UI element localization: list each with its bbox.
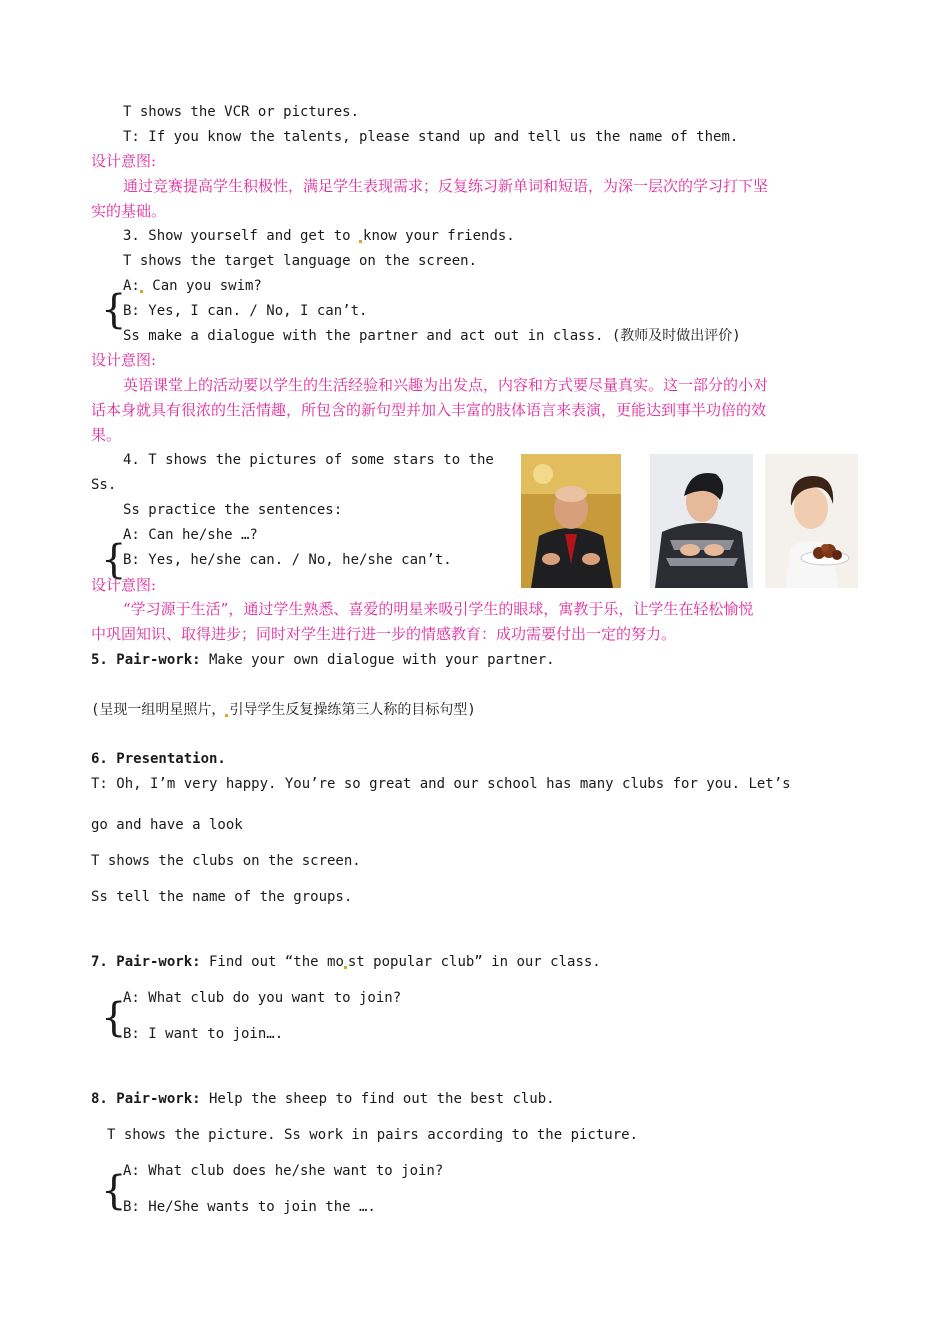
marker-dot	[225, 714, 228, 717]
dialogue-line: B: I want to join….	[123, 1026, 284, 1042]
text-line: Ss practice the sentences:	[123, 502, 343, 518]
text-line: Ss tell the name of the groups.	[91, 889, 353, 905]
dialogue-line: A: What club does he/she want to join?	[123, 1163, 444, 1179]
section-8: 8. Pair-work: Help the sheep to find out the best club.	[91, 1091, 555, 1107]
section-3-title: 3. Show yourself and get to know your friends.	[123, 228, 515, 244]
dialogue-line: A: Can he/she …?	[123, 527, 258, 543]
dialogue-line: A: Can you swim?	[123, 278, 262, 294]
design-intent-text: 实的基础。	[91, 202, 167, 220]
text-line: go and have a look	[91, 817, 243, 833]
design-intent-label: 设计意图:	[91, 351, 157, 369]
section-4-title: 4. T shows the pictures of some stars to the	[123, 452, 494, 468]
dialogue-line: B: Yes, I can. / No, I can’t.	[123, 303, 368, 319]
text-line: Ss make a dialogue with the partner and act out in class. (教师及时做出评价)	[123, 328, 741, 344]
design-intent-label: 设计意图:	[91, 152, 157, 170]
text-line: T shows the picture. Ss work in pairs according to the picture.	[107, 1127, 639, 1143]
text-line: T shows the VCR or pictures.	[123, 104, 360, 120]
marker-dot	[140, 290, 143, 293]
star-photo-1	[521, 454, 621, 588]
design-intent-label: 设计意图:	[91, 576, 157, 594]
design-intent-text: 通过竞赛提高学生积极性，满足学生表现需求；反复练习新单词和短语，为深一层次的学习打下坚	[123, 177, 769, 195]
marker-dot	[359, 240, 362, 243]
brace-icon: {	[101, 995, 127, 1041]
text-line: Ss.	[91, 477, 117, 493]
text-line: T: Oh, I’m very happy. You’re so great and our school has many clubs for you. Let’s	[91, 776, 791, 792]
brace-icon: {	[101, 537, 127, 583]
design-intent-text: 果。	[91, 426, 122, 444]
dialogue-line: B: Yes, he/she can. / No, he/she can’t.	[123, 552, 452, 568]
star-photo-3	[765, 454, 858, 588]
design-intent-text: “学习源于生活”，通过学生熟悉、喜爱的明星来吸引学生的眼球，寓教于乐，让学生在轻松愉悦	[123, 600, 754, 618]
text-line: T: If you know the talents, please stand up and tell us the name of them.	[123, 129, 739, 145]
text-line: T shows the target language on the screen.	[123, 253, 478, 269]
dialogue-line: A: What club do you want to join?	[123, 990, 402, 1006]
section-6-title: 6. Presentation.	[91, 751, 226, 767]
section-5-note: (呈现一组明星照片， 引导学生反复操练第三人称的目标句型)	[91, 702, 476, 718]
text-line: T shows the clubs on the screen.	[91, 853, 361, 869]
star-photo-2	[650, 454, 753, 588]
brace-icon: {	[101, 287, 127, 333]
brace-icon: {	[101, 1168, 127, 1214]
design-intent-text: 中巩固知识、取得进步；同时对学生进行进一步的情感教育：成功需要付出一定的努力。	[91, 625, 677, 643]
section-5: 5. Pair-work: Make your own dialogue with your partner.	[91, 652, 555, 668]
marker-dot	[344, 966, 347, 969]
design-intent-text: 话本身就具有很浓的生活情趣，所包含的新句型并加入丰富的肢体语言来表演，更能达到事半功倍的效	[91, 401, 767, 419]
design-intent-text: 英语课堂上的活动要以学生的生活经验和兴趣为出发点，内容和方式要尽量真实。这一部分的小对	[123, 376, 769, 394]
dialogue-line: B: He/She wants to join the ….	[123, 1199, 376, 1215]
section-7: 7. Pair-work: Find out “the mo st popular club” in our class.	[91, 954, 601, 970]
